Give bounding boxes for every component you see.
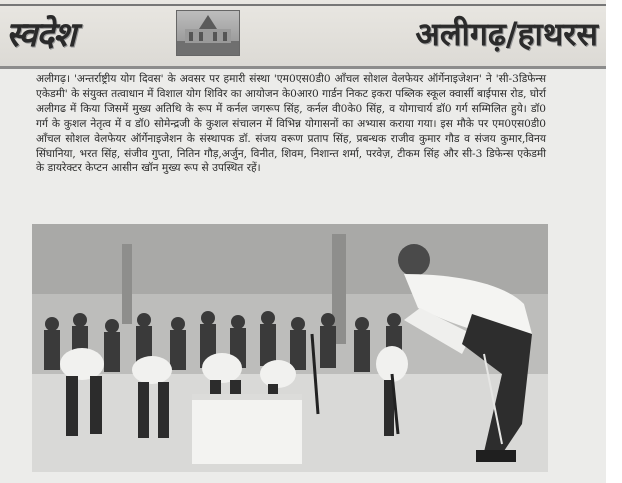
masthead-emblem-icon xyxy=(176,10,240,56)
masthead-rule xyxy=(0,4,606,6)
edition-title: अलीगढ़/हाथरस xyxy=(415,15,598,53)
article-body: अलीगढ़। 'अन्तर्राष्ट्रीय योग दिवस' के अवसर पर हमारी संस्था 'एम0एस0डी0 आँचल सोशल वेलफेयर ऑर्गेनाइजेशन' ने 'सी-3डिफेन्स एकेडमी' के संयुक्त तत्वाधान में विशाल योग शिविर का आयोजन के0आर0 गार्डन निकट इकरा पब्लिक स्कूल क्वार्सी बाईपास रोड, घोर्रा अलीगढ में किया जिसमें मुख्य अतिथि के रूप में कर्नल जगरूप सिंह, कर्नल वी0के0 सिंह, व योगाचार्य डॉ0 गर्ग सम्मिलित हुये। डॉ0 गर्ग के कुशल नेतृत्व में व डॉ0 सोमेन्द्रजी के कुशल संचालन में विभिन्न योगासनों का अभ्यास कराया गया। इस मौके पर एम0एस0डी0 आँचल सोशल वेलफेयर ऑर्गेनाइजेशन के संस्थापक डॉ. संजय वरूण प्रताप सिंह, प्रबन्धक राजीव कुमार गौड व संजय कुमार,विनय सिंघानिया, भरत सिंह, संजीव गुप्ता, नितिन गौड़,अर्जुन, विनीत, शिवम, निशान्त शर्मा, परवेज़, टीकम सिंह और सी-3 डिफेन्स एकेडमी के डायरेक्टर केप्टन आसीन खॉन मुख्य रूप से उपस्थित रहें। xyxy=(36,73,546,175)
masthead xyxy=(0,0,606,69)
newspaper-logo: स्वदेश xyxy=(6,15,76,55)
yoga-group-photo xyxy=(32,224,548,472)
